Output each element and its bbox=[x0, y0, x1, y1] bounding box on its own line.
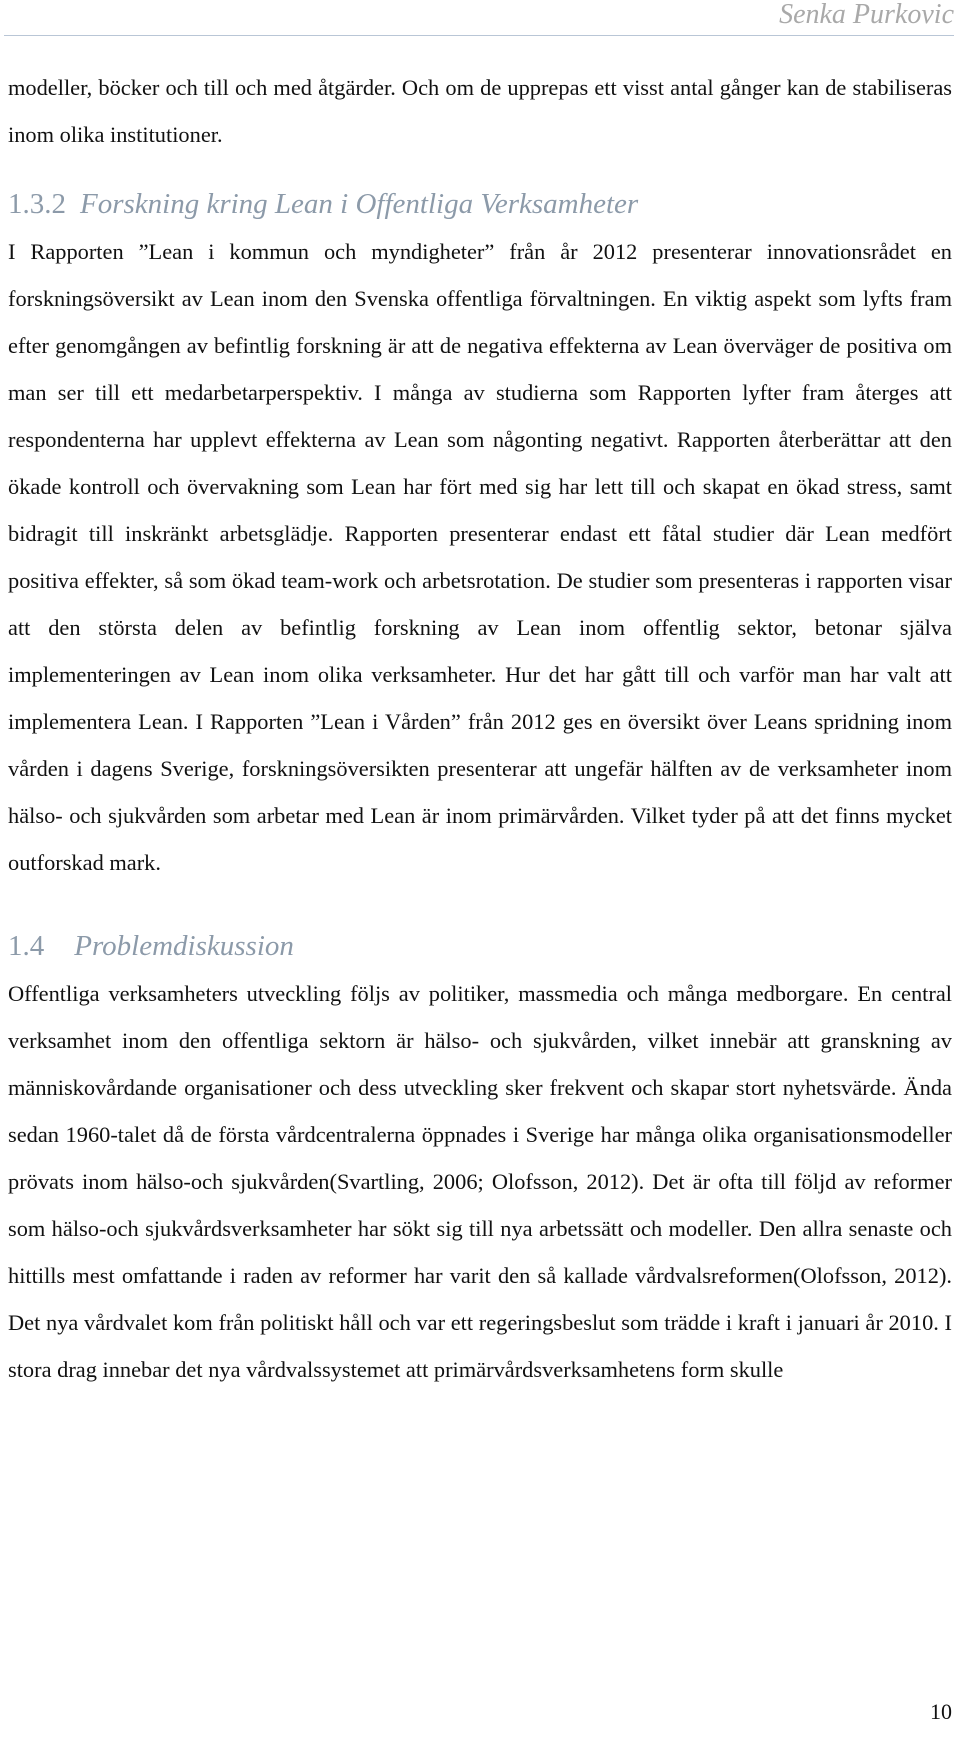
section-title: Problemdiskussion bbox=[74, 930, 294, 962]
section-number: 1.4 bbox=[8, 930, 45, 962]
section-heading bbox=[8, 182, 952, 226]
body-paragraph: I Rapporten ”Lean i kommun och myndigheter” från år 2012 presenterar innovationsrådet en forskningsöversikt av Lean inom den Svenska offentliga förvaltningen. En viktig aspekt som lyfts fram efter genomgången av befintlig forskning är att de negativa effekterna av Lean överväger de positiva om man ser till ett medarbetarperspektiv. I många av studierna som Rapporten lyfter fram återges att respondenterna har upplevt effekterna av Lean som någonting negativt. Rapporten återberättar att den ökade kontroll och övervakning som Lean har fört med sig har lett till och skapat en ökad stress, samt bidragit till inskränkt arbetsglädje. Rapporten presenterar endast ett fåtal studier där Lean medfört positiva effekter, så som ökad team-work och arbetsrotation. De studier som presenteras i rapporten visar att den största delen av befintlig forskning av Lean inom offentlig sektor, betonar själva implementeringen av Lean inom olika verksamheter. Hur det har gått till och varför man har valt att implementera Lean. I Rapporten ”Lean i Vården” från 2012 ges en översikt över Leans spridning inom vården i dagens Sverige, forskningsöversikten presenterar att ungefär hälften av de verksamheter inom hälso- och sjukvården som arbetar med Lean är inom primärvården. Vilket tyder på att det finns mycket outforskad mark. bbox=[8, 239, 952, 875]
section-title: Forskning kring Lean i Offentliga Verksamheter bbox=[80, 188, 639, 220]
body-paragraph: modeller, böcker och till och med åtgärder. Och om de upprepas ett visst antal gånger kan de stabiliseras inom olika institutioner. bbox=[8, 75, 952, 147]
body-paragraph: Offentliga verksamheters utveckling följs av politiker, massmedia och många medborgare. En central verksamhet inom den offentliga sektorn är hälso- och sjukvården, vilket innebär att granskning av människovårdande organisationer och dess utveckling sker frekvent och skapar stort nyhetsvärde. Ända sedan 1960-talet då de första vårdcentralerna öppnades i Sverige har många olika organisationsmodeller prövats inom hälso-och sjukvården(Svartling, 2006; Olofsson, 2012). Det är ofta till följd av reformer som hälso-och sjukvårdsverksamheter har sökt sig till nya arbetssätt och modeller. Den allra senaste och hittills mest omfattande i raden av reformer har varit den så kallade vårdvalsreformen(Olofsson, 2012). Det nya vårdvalet kom från politiskt håll och var ett regeringsbeslut som trädde i kraft i januari år 2010. I stora drag innebar det nya vårdvalssystemet att primärvårdsverksamhetens form skulle bbox=[8, 981, 952, 1382]
document-body bbox=[8, 64, 952, 1393]
section-number: 1.3.2 bbox=[8, 188, 66, 220]
page-number: 10 bbox=[930, 1699, 952, 1724]
header-author: Senka Purkovic bbox=[779, 0, 954, 30]
page-header bbox=[4, 0, 954, 36]
section-heading bbox=[8, 924, 952, 968]
